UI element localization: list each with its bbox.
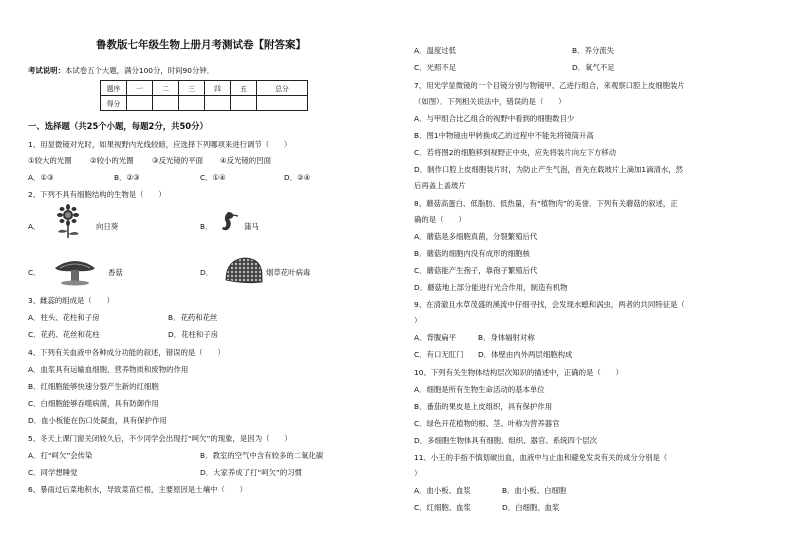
question-stem-cont: 确的是（ ） [414, 215, 466, 224]
section-heading: 一、选择题（共25个小题，每题2分，共50分） [28, 121, 208, 131]
option: D．氧气不足 [572, 63, 615, 72]
exam-note [28, 66, 214, 76]
score-cell[interactable] [179, 96, 205, 111]
option: C．花药、花丝和花柱 [28, 330, 100, 339]
question-stem: 5、冬天上课门窗关闭较久后，不少同学会出现打“呵欠”的现象，是因为（ ） [28, 434, 292, 443]
option-label: 蒲马 [244, 222, 259, 231]
score-table [100, 80, 308, 111]
question-stem-cont: ） [414, 469, 422, 478]
option: B．红细胞能够快速分裂产生新的红细胞 [28, 382, 159, 391]
score-cell[interactable] [153, 96, 179, 111]
option: C． [28, 268, 41, 277]
tobacco-mosaic-virus-image [222, 254, 266, 286]
option: C．①④ [200, 173, 226, 182]
score-header-cell: 二 [153, 81, 179, 96]
score-cell[interactable] [127, 96, 153, 111]
question-stem: 9、在清澈且水草茂盛的溪流中仔细寻找，会发现水螅和涡虫，两者的共同特征是（ [414, 300, 685, 309]
option-cont: 后再盖上盖玻片 [414, 181, 466, 190]
question-stem: 8、蘑菇高蛋白、低脂肪、低热量，有“植物肉”的美誉．下列有关蘑菇的叙述，正 [414, 199, 678, 208]
option: B．图1中物镜由甲转换成乙的过程中不能先将镜筒升高 [414, 131, 594, 140]
option: A．打“呵欠”会传染 [28, 451, 93, 460]
option: C．同学想睡觉 [28, 468, 78, 477]
option: D．多细胞生物体具有细胞、组织、器官、系统四个层次 [414, 436, 598, 445]
option: C．有口无肛门 [414, 350, 464, 359]
question-stem: 10、下列有关生物体结构层次知识的描述中，正确的是（ ） [414, 368, 623, 377]
option: A．蘑菇是多细胞真菌，分裂繁殖后代 [414, 232, 538, 241]
question-stem: 2、下列不具有细胞结构的生物是（ ） [28, 190, 166, 199]
sunflower-image [48, 204, 88, 238]
option: A．背腹扁平 [414, 333, 457, 342]
option: B．身体辐射对称 [478, 333, 535, 342]
score-header-cell: 四 [205, 81, 231, 96]
option: A．与甲组合比乙组合的视野中看到的细胞数目少 [414, 114, 575, 123]
option-label: 烟草花叶病毒 [266, 268, 311, 277]
score-header-cell: 五 [231, 81, 257, 96]
question-stem-cont: （如图）．下列相关说法中，错误的是（ ） [414, 97, 566, 106]
score-table-row [101, 96, 308, 111]
option: C．光照不足 [414, 63, 457, 72]
exam-note-label: 考试说明： [28, 66, 65, 75]
option: B．蘑菇的细胞内没有成形的细胞核 [414, 249, 530, 258]
option: D．血小板能在伤口处凝血，具有保护作用 [28, 416, 167, 425]
mushroom-image [52, 256, 98, 286]
option: B．养分流失 [572, 46, 615, 55]
score-cell[interactable] [257, 96, 308, 111]
option: D．白细胞、血浆 [502, 503, 560, 512]
question-stem: 6、暴雨过后菜地积水，导致菜苗烂根，主要原因是土壤中（ ） [28, 485, 248, 494]
option: B．血小板、白细胞 [502, 486, 567, 495]
option: D．花柱和子房 [168, 330, 219, 339]
option: A．血小板、血浆 [414, 486, 471, 495]
option: D． [200, 268, 214, 277]
seahorse-image [214, 210, 240, 234]
exam-title: 鲁教版七年级生物上册月考测试卷【附答案】 [96, 39, 306, 51]
score-header-cell: 三 [179, 81, 205, 96]
option: C．红细胞、血浆 [414, 503, 471, 512]
option-label: 香菇 [108, 268, 123, 277]
exam-note-text: 本试卷五个大题，满分100分，时间90分钟． [64, 66, 215, 75]
option: A．①③ [28, 173, 54, 182]
option: D．蘑菇地上部分能进行光合作用，制造有机物 [414, 283, 568, 292]
question-stem: 7、用光学显微镜的一个目镜分别与物镜甲、乙进行组合，来观察口腔上皮细胞装片 [414, 81, 685, 90]
q1-item: ②较小的光圈 [90, 156, 134, 165]
q1-item: ④反光镜的凹面 [220, 156, 271, 165]
option: C．蘑菇能产生孢子，靠孢子繁殖后代 [414, 266, 538, 275]
score-header-cell: 题序 [101, 81, 127, 96]
option-label: 向日葵 [96, 222, 119, 231]
q1-item: ①较大的光圈 [28, 156, 72, 165]
option: C．绿色开花植物的根、茎、叶称为营养器官 [414, 419, 560, 428]
option: A．细胞是所有生物生命活动的基本单位 [414, 385, 545, 394]
question-stem: 1、用显微镜对光时，如果视野内光线较暗，应选择下列哪项来进行调节（ ） [28, 140, 292, 149]
question-stem: 4、下列有关血液中各种成分功能的叙述，错误的是（ ） [28, 348, 225, 357]
option: A．血浆具有运输血细胞、营养物质和废物的作用 [28, 365, 189, 374]
question-stem: 3、雌蕊的组成是（ ） [28, 296, 115, 305]
score-header-cell: 总分 [257, 81, 308, 96]
option: B．教室的空气中含有较多的二氧化碳 [200, 451, 324, 460]
question-stem-cont: ） [414, 316, 422, 325]
question-stem: 11、小王的手指不慎划破出血，血液中与止血和避免发炎有关的成分分别是（ [414, 453, 668, 462]
option: D．②④ [284, 173, 311, 182]
score-cell[interactable] [205, 96, 231, 111]
option: B．②③ [114, 173, 140, 182]
option: D．大家养成了打“呵欠”的习惯 [200, 468, 303, 477]
option: C．若将图2的细胞移到视野正中央，应先将装片向左下方移动 [414, 148, 617, 157]
score-header-cell: 一 [127, 81, 153, 96]
option: A．温度过低 [414, 46, 457, 55]
option: B． [200, 222, 213, 231]
option: C．白细胞能够吞噬病菌，具有防御作用 [28, 399, 159, 408]
q1-item: ③反光镜的平面 [152, 156, 203, 165]
option: A． [28, 222, 41, 231]
option: A．柱头、花柱和子房 [28, 313, 100, 322]
option: B．花药和花丝 [168, 313, 218, 322]
option: B．番茄的果皮是上皮组织，具有保护作用 [414, 402, 553, 411]
score-table-header-row [101, 81, 308, 96]
score-cell[interactable] [231, 96, 257, 111]
option: D．体壁由内外两层细胞构成 [478, 350, 573, 359]
option: D．制作口腔上皮细胞装片时，为防止产生气泡，首先在载玻片上滴加1滴清水，然 [414, 165, 684, 174]
score-row-label: 得分 [101, 96, 127, 111]
